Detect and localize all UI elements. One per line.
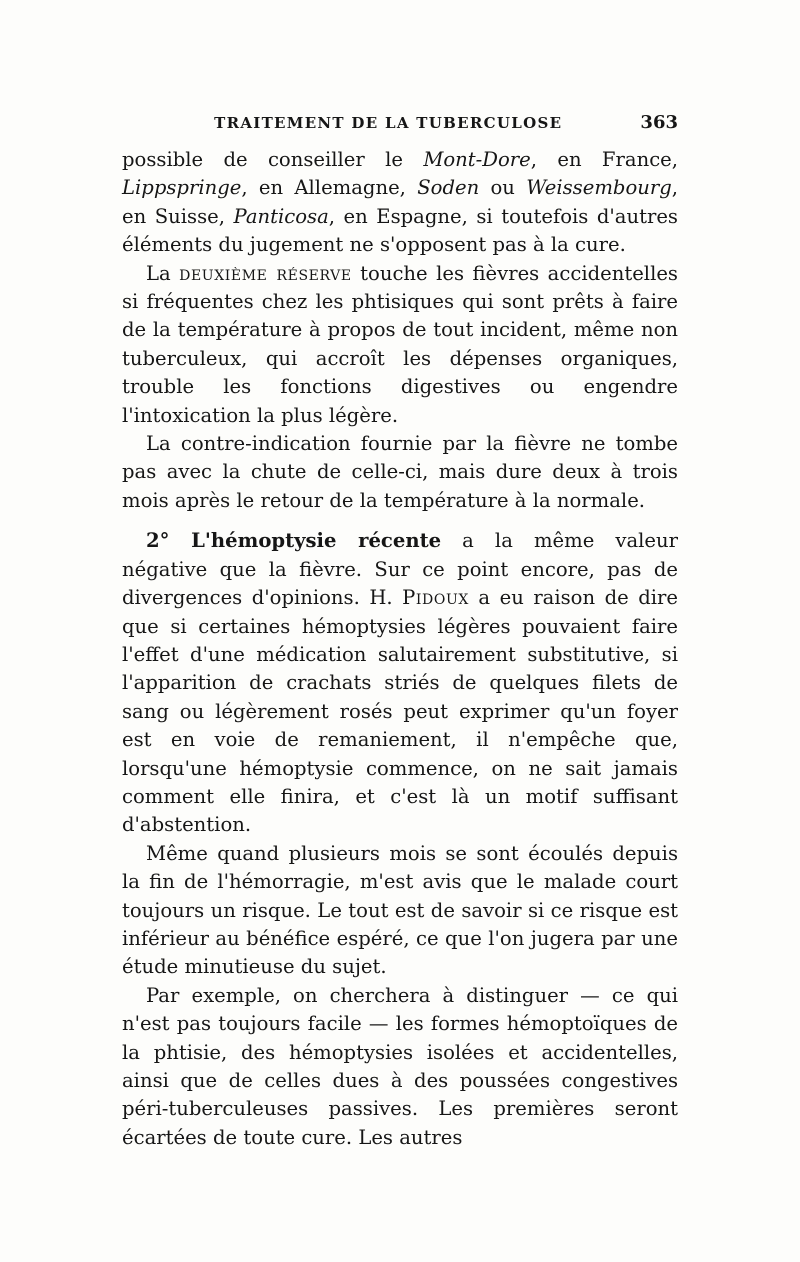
text-run: touche les fièvres accidentelles si fréquentes chez les phtisiques qui sont prêts à faire de la température à propos de tout incident, même non tuberculeux, qui accroît les dépenses organiques, trouble les fonctions digestives ou engendre l'intoxication la plus légère. [122,261,678,427]
page-number: 363 [640,112,678,133]
paragraph-4 [122,527,678,839]
place-mont-dore: Mont-Dore [423,148,531,171]
small-caps-term: deuxième réserve [179,261,352,285]
text-run: , en Suisse, [122,176,679,228]
text-run: ou [479,176,527,200]
author-name: Pidoux [402,586,469,610]
place-panticosa: Panticosa [233,204,329,228]
paragraph-6: Par exemple, on cherchera à distinguer — ce qui n'est pas toujours facile — les formes hémoptoïques de la phtisie, des hémoptysies isolées et accidentelles, ainsi que de celles dues à des poussées congestives péri-tuberculeuses passives. Les premières seront écartées de toute cure. Les autres [122,983,678,1149]
paragraph-2 [122,260,678,430]
text-run: La [146,261,180,285]
paragraph-1 [122,146,678,260]
text-run: , en Allemagne, [241,176,418,200]
text-run: a la même valeur négative que la fièvre. Sur ce point encore, pas de divergences d'opinions. H. [122,529,678,610]
paragraph-5: Même quand plusieurs mois se sont écoulés depuis la fin de l'hémorragie, m'est avis que le malade court toujours un risque. Le tout est de savoir si ce risque est inférieur au bénéfice espéré, ce que l'on jugera par une étude minutieuse du sujet. [122,841,678,979]
text-run: possible de conseiller le [122,148,424,171]
text-run: , en France, [530,148,678,171]
place-soden: Soden [417,176,480,200]
text-run: , en Espagne, si toutefois d'autres éléments du jugement ne s'opposent pas à la cure. [122,204,678,257]
section-heading: 2° L'hémoptysie récente [146,529,442,553]
running-title: TRAITEMENT DE LA TUBERCULOSE [214,114,563,132]
place-weissembourg: Weissembourg [526,176,672,200]
place-lippspringe: Lippspringe [122,176,242,200]
book-page [122,112,678,1152]
running-head [122,112,678,146]
page-body [122,146,678,1152]
text-run: a eu raison de dire que si certaines hémoptysies légères pouvaient faire l'effet d'une médication salutairement substitutive, si l'apparition de crachats striés de quelques filets de sang ou légèrement rosés peut exprimer qu'un foyer est en voie de remaniement, il n'empêche que, lorsqu'une hémoptysie commence, on ne sait jamais comment elle finira, et c'est là un motif suffisant d'abstention. [122,586,678,837]
paragraph-3: La contre-indication fournie par la fièvre ne tombe pas avec la chute de celle-ci, mais dure deux à trois mois après le retour de la température à la normale. [122,432,678,512]
